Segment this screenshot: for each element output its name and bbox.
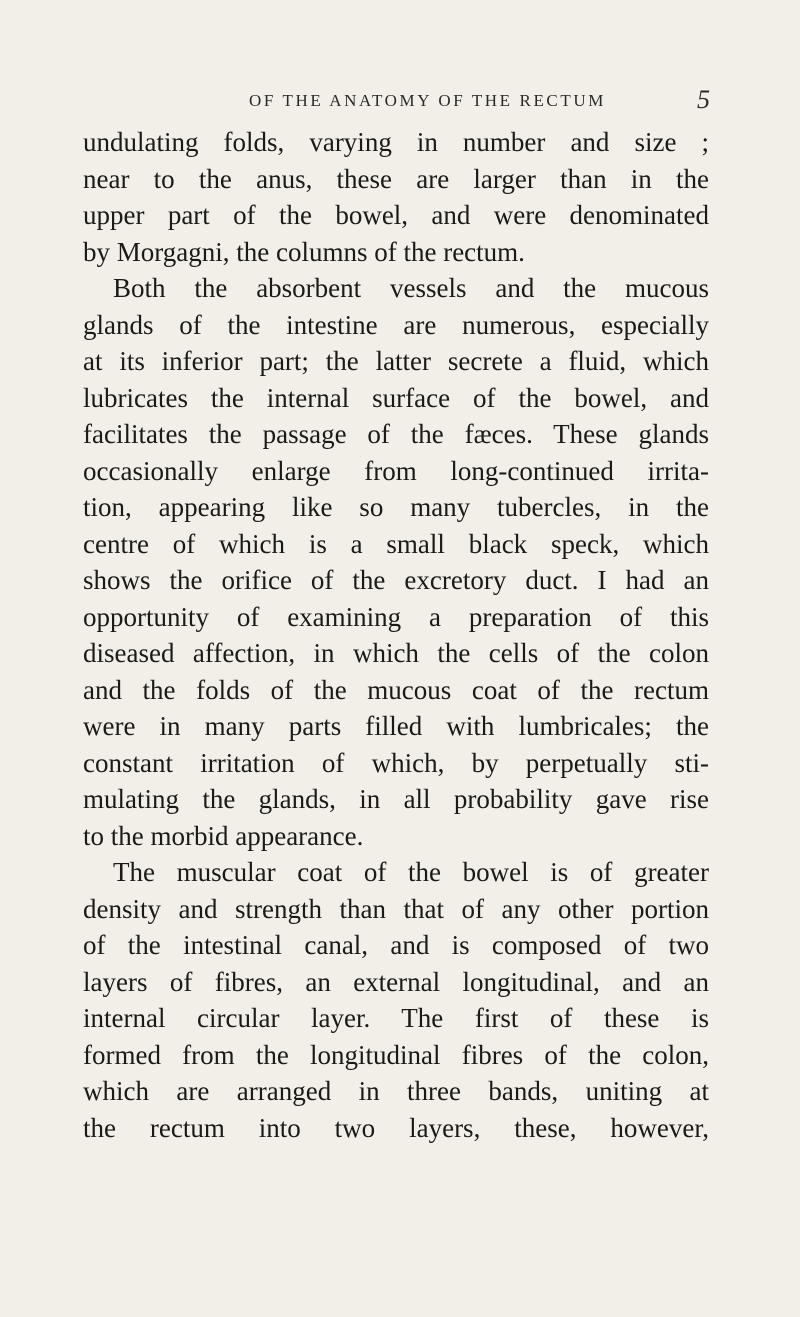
text-line: tion, appearing like so many tubercles, in the	[83, 492, 709, 522]
text-line: to the morbid appearance.	[83, 820, 364, 851]
text-line: upper part of the bowel, and were denominated	[83, 200, 709, 230]
running-head	[0, 87, 800, 117]
text-line: Both the absorbent vessels and the mucous	[113, 273, 709, 303]
text-line: shows the orifice of the excretory duct. I had an	[83, 565, 709, 595]
text-line: formed from the longitudinal fibres of the colon,	[83, 1039, 709, 1070]
text-line: glands of the intestine are numerous, especially	[83, 309, 709, 340]
text-line: internal circular layer. The first of these is	[83, 1003, 709, 1033]
text-line: facilitates the passage of the fæces. These glands	[83, 419, 709, 449]
text-line: diseased affection, in which the cells of the colon	[83, 638, 709, 668]
body-text	[83, 124, 709, 1146]
text-line: mulating the glands, in all probability gave rise	[83, 784, 709, 814]
text-line: and the folds of the mucous coat of the rectum	[83, 674, 709, 705]
text-line: at its inferior part; the latter secrete a fluid, which	[83, 346, 709, 376]
text-line: of the intestinal canal, and is composed of two	[83, 930, 709, 960]
text-line: The muscular coat of the bowel is of greater	[113, 857, 709, 887]
text-line: occasionally enlarge from long-continued irrita-	[83, 455, 709, 486]
text-line: which are arranged in three bands, uniting at	[83, 1076, 709, 1106]
text-line: lubricates the internal surface of the bowel, and	[83, 382, 709, 413]
text-line: layers of fibres, an external longitudinal, and an	[83, 966, 709, 997]
text-line: were in many parts filled with lumbricales; the	[83, 711, 709, 741]
text-line: near to the anus, these are larger than in the	[83, 163, 709, 194]
text-line: by Morgagni, the columns of the rectum.	[83, 236, 525, 267]
text-line: density and strength than that of any other portion	[83, 893, 709, 924]
running-title: OF THE ANATOMY OF THE RECTUM	[249, 91, 606, 110]
text-line: constant irritation of which, by perpetually sti-	[83, 747, 709, 778]
text-line: centre of which is a small black speck, which	[83, 528, 709, 559]
page-number: 5	[697, 85, 710, 114]
text-line: opportunity of examining a preparation of this	[83, 601, 709, 632]
text-line: the rectum into two layers, these, however,	[83, 1112, 709, 1143]
text-line: undulating folds, varying in number and size ;	[83, 127, 709, 157]
